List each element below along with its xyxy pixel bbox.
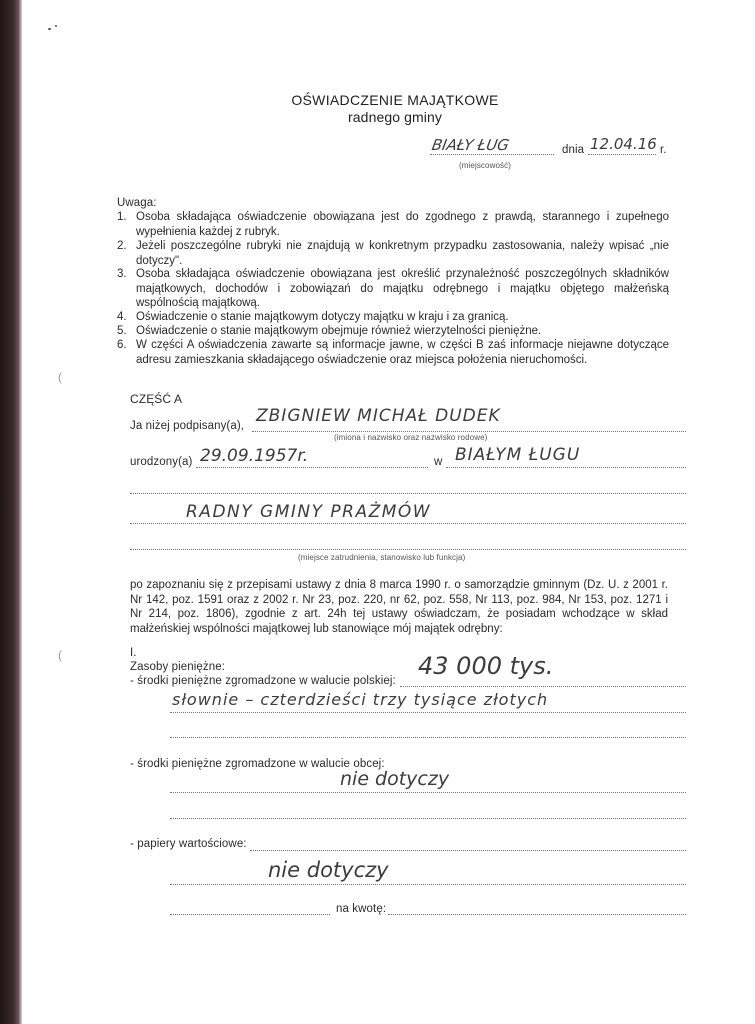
- note-text: Oświadczenie o stanie majątkowym obejmuje również wierzytelności pieniężne.: [136, 325, 542, 337]
- securities-line: [170, 914, 330, 915]
- foreign-line: [170, 792, 686, 793]
- job-caption: (miejsce zatrudnienia, stanowisko lub funkcja): [298, 553, 466, 562]
- note-number: 3.: [117, 268, 127, 280]
- foreign-label: - środki pieniężne zgromadzone w walucie obcej:: [130, 758, 385, 770]
- date-line: [588, 154, 656, 155]
- job-line: [130, 549, 686, 550]
- securities-line: [250, 850, 686, 851]
- born-in-label: w: [434, 456, 443, 468]
- note-number: 4.: [117, 311, 127, 323]
- born-date-line: [196, 467, 428, 468]
- securities-value-handwritten: nie dotyczy: [268, 858, 389, 882]
- pln-label: - środki pieniężne zgromadzone w walucie polskiej:: [130, 675, 396, 687]
- name-line: [252, 431, 686, 432]
- signed-label: Ja niżej podpisany(a),: [130, 420, 245, 432]
- amount-label: na kwotę:: [336, 903, 387, 915]
- date-handwritten: 12.04.16: [590, 135, 657, 153]
- job-handwritten: RADNY GMINY PRAŻMÓW: [186, 502, 432, 522]
- born-place-handwritten: BIAŁYM ŁUGU: [455, 445, 581, 465]
- date-prefix: dnia: [562, 144, 585, 156]
- pln-line: [170, 712, 686, 713]
- margin-mark: (: [58, 648, 63, 662]
- part-a-heading: CZĘŚĆ A: [130, 392, 183, 406]
- pln-value-handwritten: 43 000 tys.: [418, 652, 554, 680]
- pln-line: [170, 737, 686, 738]
- section-roman: I.: [130, 647, 137, 659]
- note-item: [117, 267, 669, 311]
- scan-speck: [55, 25, 57, 27]
- job-line: [130, 523, 686, 524]
- note-number: 5.: [117, 325, 127, 337]
- note-item: [117, 338, 669, 367]
- name-caption: (imiona i nazwisko oraz nazwisko rodowe): [334, 433, 488, 442]
- securities-line: [170, 884, 686, 885]
- pln-line: [400, 686, 686, 687]
- securities-label: - papiery wartościowe:: [130, 838, 247, 850]
- note-number: 1.: [117, 211, 127, 223]
- born-place-line: [446, 467, 686, 468]
- scan-edge: [0, 0, 22, 1024]
- name-handwritten: ZBIGNIEW MICHAŁ DUDEK: [256, 406, 501, 426]
- pln-words-handwritten: słownie – czterdzieści trzy tysiące złotych: [172, 690, 549, 709]
- amount-line: [388, 914, 686, 915]
- note-text: Osoba składająca oświadczenie obowiązana jest określić przynależność poszczególnych składników majątkowych, dochodów i zobowiązań do majątku odrębnego i majątku objętego małżeńską wspólnością majątkową.: [136, 268, 669, 310]
- document-title: OŚWIADCZENIE MAJĄTKOWE: [291, 92, 499, 108]
- foreign-value-handwritten: nie dotyczy: [340, 768, 450, 790]
- place-caption: (miejscowość): [459, 161, 511, 170]
- note-item: [117, 239, 669, 268]
- job-line: [130, 493, 686, 494]
- note-item: [117, 210, 669, 239]
- notes-heading: Uwaga:: [117, 197, 157, 209]
- note-item: [117, 324, 669, 339]
- foreign-line: [170, 818, 686, 819]
- born-label: urodzony(a): [130, 456, 193, 468]
- margin-mark: (: [58, 370, 63, 384]
- born-date-handwritten: 29.09.1957r.: [200, 446, 309, 466]
- note-text: Jeżeli poszczególne rubryki nie znajdują w konkretnym przypadku zastosowania, należy wpisać „nie dotyczy".: [136, 240, 669, 267]
- note-text: Osoba składająca oświadczenie obowiązana jest do zgodnego z prawdą, starannego i zupełnego wypełnienia każdej z rubryk.: [136, 211, 669, 238]
- note-text: Oświadczenie o stanie majątkowym dotyczy majątku w kraju i za granicą.: [136, 311, 509, 323]
- note-number: 6.: [117, 339, 127, 351]
- place-line: [430, 154, 554, 155]
- place-handwritten: BIAŁY ŁUG: [430, 136, 511, 154]
- scan-speck: [48, 28, 51, 30]
- legal-statement: po zapoznaniu się z przepisami ustawy z dnia 8 marca 1990 r. o samorządzie gminnym (Dz. U. z 2001 r. Nr 142, poz. 1591 oraz z 2002 r. Nr 23, poz. 220, nr 62, poz. 558, Nr 113, poz. 984, Nr 153, poz. 1271 i Nr 214, poz. 1806), zgodnie z art. 24h tej ustawy oświadczam, że posiadam wchodzące w skład małżeńskiej wspólności majątkowej lub stanowiące mój majątek odrębny:: [130, 579, 668, 635]
- date-suffix: r.: [660, 144, 667, 156]
- note-number: 2.: [117, 240, 127, 252]
- note-text: W części A oświadczenia zawarte są informacje jawne, w części B zaś informacje niejawne dotyczące adresu zamieszkania składającego oświadczenie oraz miejsca położenia nieruchomości.: [136, 339, 669, 366]
- document-subtitle: radnego gminy: [348, 109, 442, 125]
- section-heading: Zasoby pieniężne:: [130, 661, 226, 673]
- note-item: [117, 310, 669, 325]
